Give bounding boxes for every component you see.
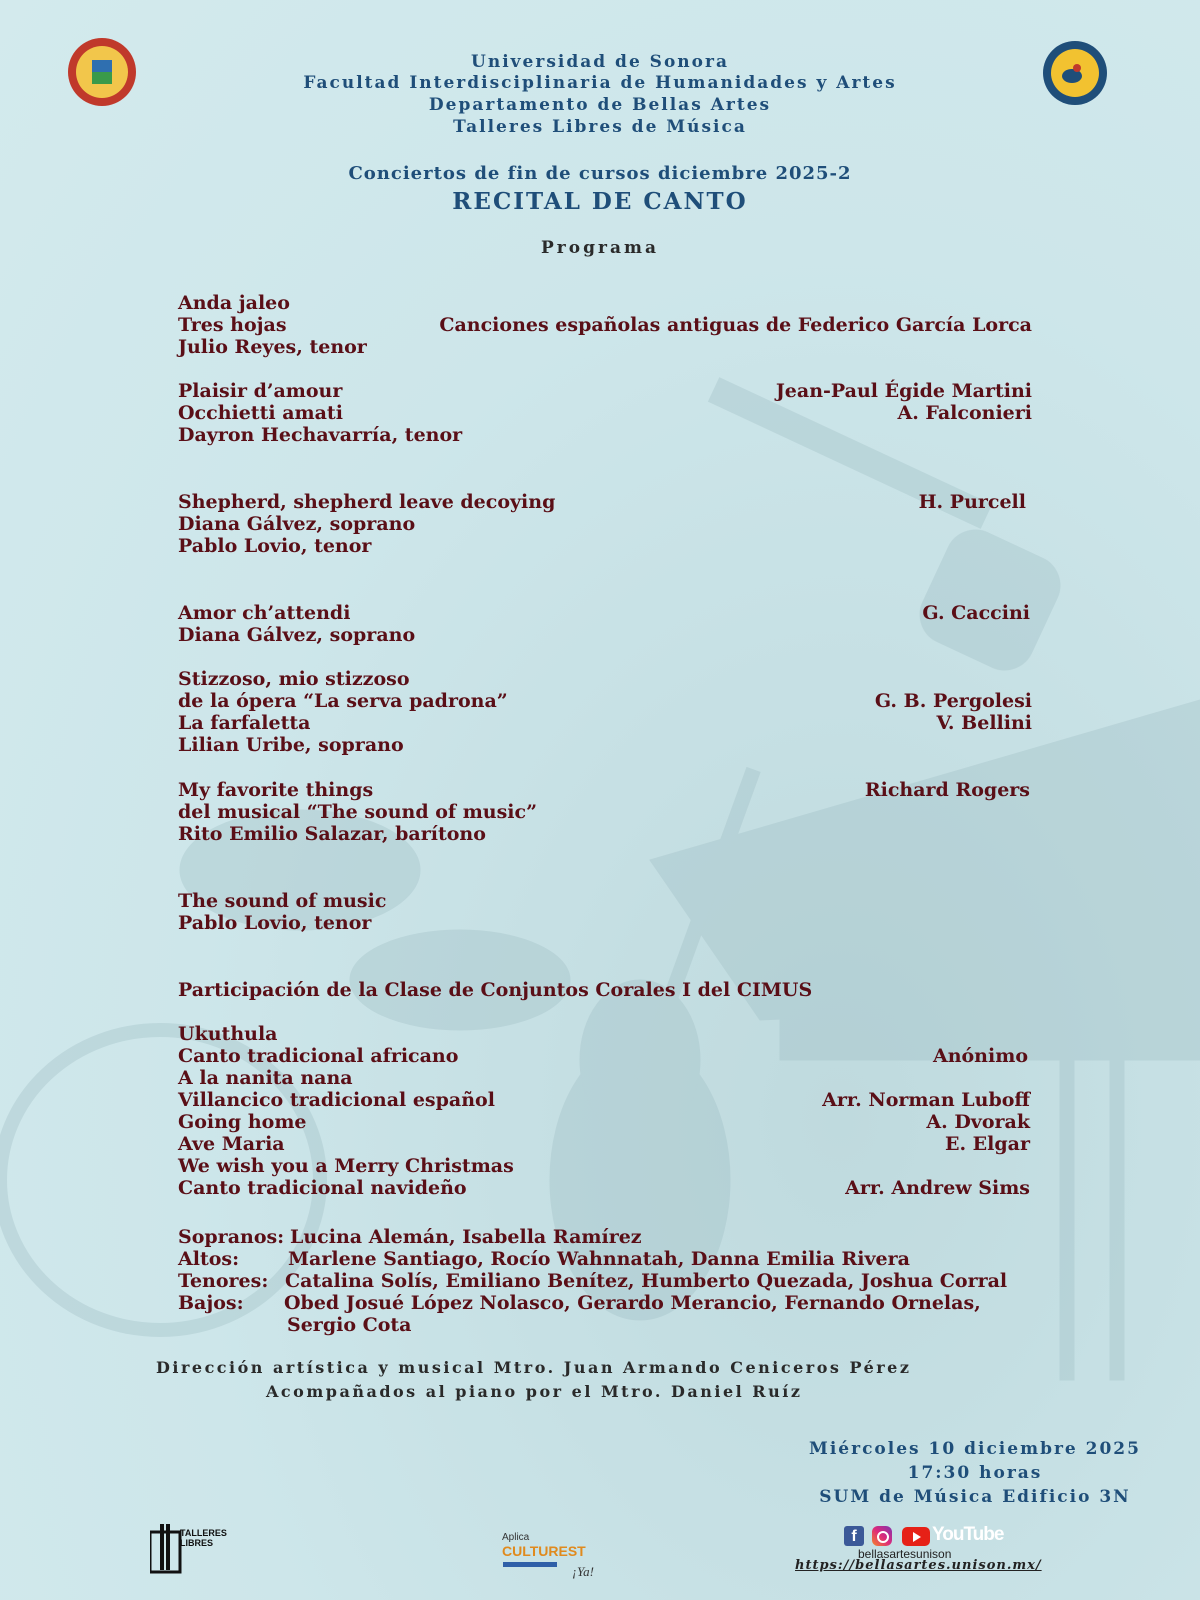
page-title: RECITAL DE CANTO: [452, 188, 748, 215]
event-date: Miércoles 10 diciembre 2025: [809, 1439, 1141, 1459]
piece-title: La farfaletta: [178, 712, 311, 734]
talleres-logo-text: TALLERES LIBRES: [180, 1528, 227, 1548]
event-time: 17:30 horas: [907, 1463, 1043, 1483]
composer: Canciones españolas antiguas de Federico García Lorca: [439, 314, 1032, 336]
choir-participation: Participación de la Clase de Conjuntos Corales I del CIMUS: [178, 979, 813, 1001]
composer: A. Falconieri: [897, 402, 1032, 424]
piece-title: A la nanita nana: [178, 1067, 353, 1089]
piece-title: Occhietti amati: [178, 402, 343, 424]
piano-accompaniment: Acompañados al piano por el Mtro. Daniel Ruíz: [266, 1382, 803, 1401]
composer: Anónimo: [932, 1045, 1028, 1067]
talleres-libres-logo: [150, 1522, 227, 1574]
piece-title: Going home: [178, 1111, 307, 1133]
workshop-name: Talleres Libres de Música: [453, 117, 747, 137]
performer: Julio Reyes, tenor: [178, 336, 367, 358]
website-link[interactable]: https://bellasartes.unison.mx/: [795, 1558, 1042, 1573]
programa-heading: Programa: [541, 238, 659, 258]
piece-subtitle: Canto tradicional navideño: [178, 1177, 467, 1199]
composer: G. B. Pergolesi: [874, 690, 1032, 712]
concerts-subtitle: Conciertos de fin de cursos diciembre 2025-2: [348, 163, 852, 184]
composer: E. Elgar: [944, 1133, 1030, 1155]
performer: Pablo Lovio, tenor: [178, 535, 372, 557]
piece-title: Ukuthula: [178, 1023, 278, 1045]
piece-title: We wish you a Merry Christmas: [178, 1155, 514, 1177]
performer: Rito Emilio Salazar, barítono: [178, 823, 486, 845]
piece-subtitle: Villancico tradicional español: [178, 1089, 495, 1111]
performer: Diana Gálvez, soprano: [178, 624, 416, 646]
choir-tenores-label: Tenores:: [178, 1270, 269, 1292]
piece-title: Shepherd, shepherd leave decoying: [178, 491, 556, 513]
culturest-logo: CULTUREST: [502, 1543, 586, 1559]
choir-tenores: Catalina Solís, Emiliano Benítez, Humberto Quezada, Joshua Corral: [285, 1270, 1008, 1292]
piece-title: My favorite things: [178, 779, 374, 801]
choir-sopranos: Lucina Alemán, Isabella Ramírez: [290, 1226, 642, 1248]
department-name: Departamento de Bellas Artes: [428, 95, 772, 115]
instagram-icon[interactable]: [872, 1526, 892, 1546]
piece-title: Stizzoso, mio stizzoso: [178, 668, 410, 690]
performer: Diana Gálvez, soprano: [178, 513, 416, 535]
youtube-icon[interactable]: [902, 1527, 930, 1546]
choir-bajos-label: Bajos:: [178, 1292, 244, 1314]
faculty-name: Facultad Interdisciplinaria de Humanidades y Artes: [303, 73, 897, 93]
artistic-direction: Dirección artística y musical Mtro. Juan Armando Ceniceros Pérez: [156, 1358, 912, 1377]
piece-subtitle: del musical “The sound of music”: [178, 801, 538, 823]
facebook-icon[interactable]: f: [844, 1526, 864, 1546]
university-name: Universidad de Sonora: [471, 52, 729, 72]
culturest-ya: ¡Ya!: [572, 1564, 594, 1579]
composer: Arr. Norman Luboff: [822, 1089, 1030, 1111]
culturest-social-bar: [503, 1562, 557, 1567]
piece-title: Ave Maria: [178, 1133, 285, 1155]
youtube-wordmark: YouTube: [932, 1524, 1004, 1545]
event-venue: SUM de Música Edificio 3N: [819, 1487, 1131, 1507]
choir-altos: Marlene Santiago, Rocío Wahnnatah, Danna Emilia Rivera: [288, 1248, 910, 1270]
composer: Richard Rogers: [864, 779, 1030, 801]
choir-bajos: Obed Josué López Nolasco, Gerardo Merancio, Fernando Ornelas,: [284, 1292, 981, 1314]
choir-bajos-cont: Sergio Cota: [287, 1314, 412, 1336]
choir-sopranos-label: Sopranos:: [178, 1226, 285, 1248]
piece-title: Anda jaleo: [178, 292, 290, 314]
piece-subtitle: de la ópera “La serva padrona”: [178, 690, 508, 712]
social-handle: bellasartesunison: [858, 1547, 952, 1561]
performer: Pablo Lovio, tenor: [178, 912, 372, 934]
choir-altos-label: Altos:: [178, 1248, 240, 1270]
composer: Jean-Paul Égide Martini: [775, 380, 1032, 402]
piece-title: Amor ch’attendi: [178, 602, 351, 624]
composer: A. Dvorak: [926, 1111, 1030, 1133]
composer: G. Caccini: [922, 602, 1030, 624]
piece-title: Plaisir d’amour: [178, 380, 343, 402]
piece-title: Tres hojas: [178, 314, 287, 336]
performer: Lilian Uribe, soprano: [178, 734, 404, 756]
composer: V. Bellini: [936, 712, 1032, 734]
piece-subtitle: Canto tradicional africano: [178, 1045, 459, 1067]
composer: H. Purcell: [918, 491, 1026, 513]
performer: Dayron Hechavarría, tenor: [178, 424, 463, 446]
composer: Arr. Andrew Sims: [845, 1177, 1030, 1199]
piece-title: The sound of music: [178, 890, 387, 912]
aplica-label: Aplica: [502, 1532, 530, 1543]
